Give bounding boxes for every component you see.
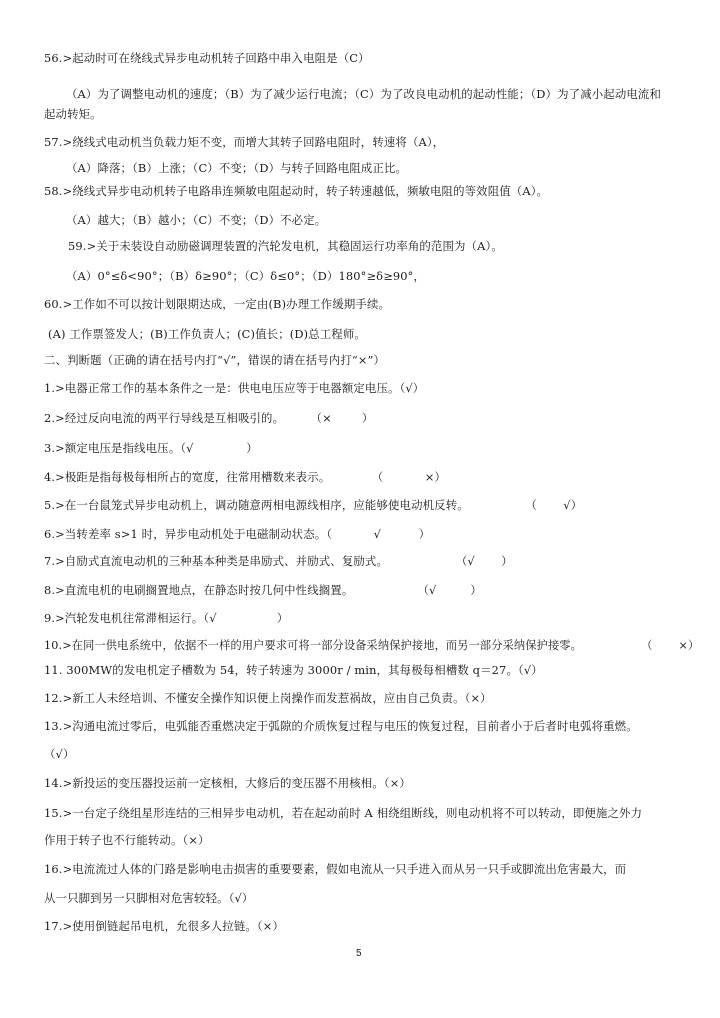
question-56-options-cont: 起动转矩。	[44, 107, 102, 121]
question-57-options: （A）降落；（B）上涨；（C）不变；（D）与转子回路电阻成正比。	[66, 161, 408, 175]
judgment-4: 4.>极距是指每极每相所占的宽度，往常用槽数来表示。 （ ×）	[44, 470, 447, 484]
question-59: 59.>关于未装设自动励磁调理装置的汽轮发电机，其稳固运行功率角的范围为（A）。	[68, 239, 503, 253]
judgment-15: 15.>一台定子绕组星形连结的三相异步电动机，若在起动前时 A 相绕组断线，则电动机将不可以转动，即便施之外力	[44, 806, 643, 820]
judgment-1: 1.>电器正常工作的基本条件之一是：供电电压应等于电器额定电压。（√）	[44, 381, 425, 395]
judgment-6: 6.>当转差率 s>1 时，异步电动机处于电磁制动状态。（ √ ）	[44, 527, 431, 541]
judgment-11: 11. 300MW的发电机定子槽数为 54，转子转速为 3000r / min，其每极每相槽数 q＝27。（√）	[44, 663, 543, 677]
judgment-2: 2.>经过反向电流的两平行导线是互相吸引的。 （× ）	[44, 411, 374, 425]
section-heading: 二、判断题（正确的请在括号内打“√”，错误的请在括号内打“×”）	[44, 353, 386, 367]
judgment-12: 12.>新工人未经培训、不懂安全操作知识便上岗操作而发惹祸故，应由自己负责。（×）	[44, 691, 492, 705]
question-60-options: (A) 工作票签发人；(B)工作负责人；(C)值长；(D)总工程师。	[48, 327, 366, 341]
judgment-10: 10.>在同一供电系统中，依据不一样的用户要求可将一部分设备采纳保护接地，而另一部分采纳保护接零。 （ ×）	[44, 639, 700, 652]
question-59-options: （A）0°≤δ<90°；（B）δ≥90°；（C）δ≤0°；（D）180°≥δ≥90°，	[66, 269, 426, 283]
judgment-15-cont: 作用于转子也不行能转动。（×）	[44, 833, 210, 847]
judgment-13: 13.>沟通电流过零后，电弧能否重燃决定于弧隙的介质恢复过程与电压的恢复过程，目前者小于后者时电弧将重燃。	[44, 719, 638, 733]
judgment-16: 16.>电流流过人体的门路是影响电击损害的重要要素，假如电流从一只手进入而从另一只手或脚流出危害最大，而	[44, 862, 627, 876]
question-58: 58.>绕线式异步电动机转子电路串连频敏电阻起动时，转子转速越低，频敏电阻的等效阻值（A）。	[44, 184, 549, 198]
judgment-8: 8.>直流电机的电刷搁置地点，在静态时按几何中性线搁置。 （√ ）	[44, 583, 482, 597]
question-58-options: （A）越大；（B）越小；（C）不变；（D）不必定。	[66, 213, 327, 227]
page-number: 5	[356, 948, 362, 959]
judgment-16-cont: 从一只脚到另一只脚相对危害较轻。（√）	[44, 891, 254, 905]
judgment-14: 14.>新投运的变压器投运前一定核相，大修后的变压器不用核相。（×）	[44, 776, 411, 790]
judgment-13-answer: （√）	[44, 747, 75, 761]
judgment-5: 5.>在一台鼠笼式异步电动机上，调动随意两相电源线相序，应能够使电动机反转。 （ √）	[44, 498, 583, 512]
judgment-7: 7.>自励式直流电动机的三种基本种类是串励式、并励式、复励式。 （√ ）	[44, 554, 513, 568]
question-57: 57.>绕线式电动机当负载力矩不变，而增大其转子回路电阻时，转速将（A），	[44, 135, 445, 149]
judgment-9: 9.>汽轮发电机往常滞相运行。（√ ）	[44, 611, 289, 625]
question-56-options: （A）为了调整电动机的速度；（B）为了减少运行电流；（C）为了改良电动机的起动性能；（D）为了减小起动电流和	[66, 87, 661, 101]
judgment-17: 17.>使用倒链起吊电机，允很多人拉链。（×）	[44, 919, 284, 933]
judgment-3: 3.>额定电压是指线电压。（√ ）	[44, 441, 258, 455]
question-60: 60.>工作如不可以按计划限期达成，一定由(B)办理工作缓期手续。	[44, 297, 391, 311]
question-56: 56.>起动时可在绕线式异步电动机转子回路中串入电阻是（C）	[44, 51, 370, 65]
